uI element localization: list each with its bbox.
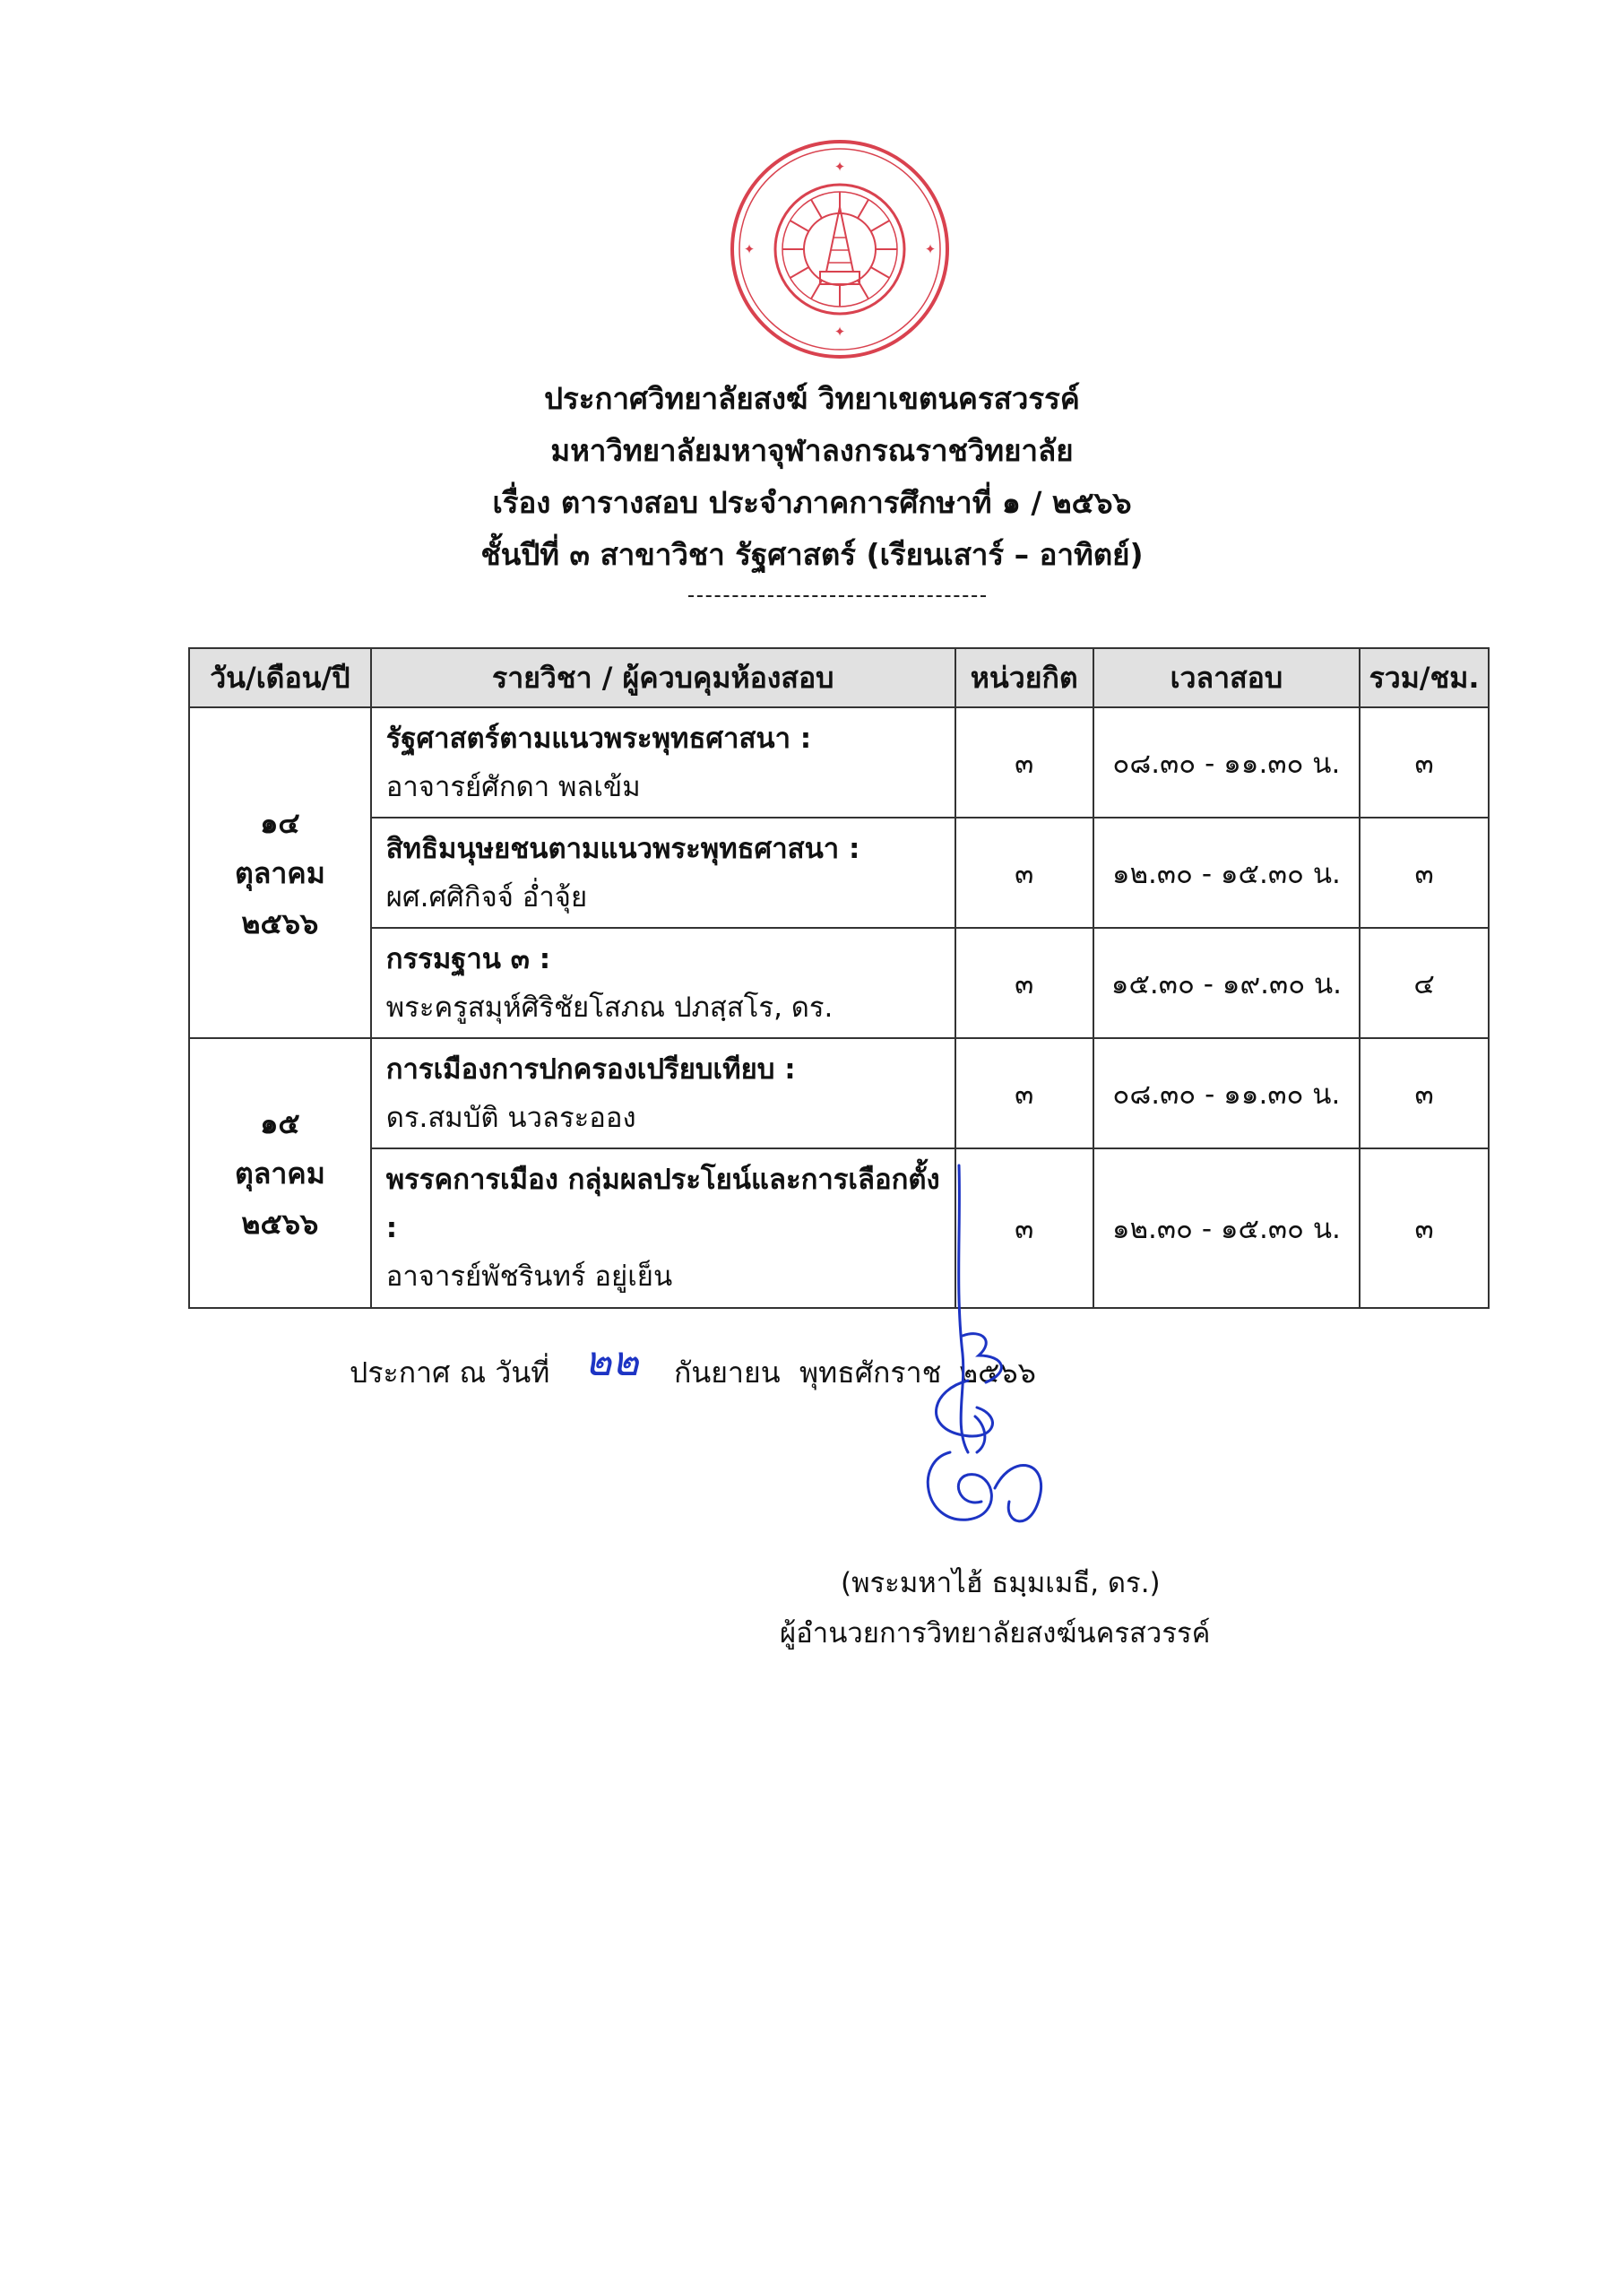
subject-cell: [371, 928, 955, 1038]
hours-cell: ๔: [1360, 928, 1489, 1038]
table-row: [189, 1148, 1489, 1308]
date-cell: [189, 1038, 371, 1308]
hours-cell: ๓: [1360, 1148, 1489, 1308]
credits-cell: ๓: [955, 928, 1093, 1038]
table-row: [189, 707, 1489, 818]
subject-title: การเมืองการปกครองเปรียบเทียบ :: [385, 1052, 796, 1086]
hours-cell: ๓: [1360, 1038, 1489, 1148]
date-month: ตุลาคม: [234, 1156, 325, 1191]
subject-cell: [371, 707, 955, 818]
date-cell: [189, 707, 371, 1038]
date-day: ๑๔: [260, 805, 300, 840]
col-header-time: เวลาสอบ: [1093, 648, 1361, 707]
credits-cell: ๓: [955, 818, 1093, 928]
table-row: [189, 818, 1489, 928]
header-line-2: มหาวิทยาลัยมหาจุฬาลงกรณราชวิทยาลัย: [550, 433, 1074, 468]
svg-text:✦: ✦: [834, 159, 846, 175]
col-header-subject: รายวิชา / ผู้ควบคุมห้องสอบ: [371, 648, 955, 707]
subject-title: สิทธิมนุษยชนตามแนวพระพุทธศาสนา :: [385, 832, 860, 865]
credits-cell: ๓: [955, 1038, 1093, 1148]
col-header-credits: หน่วยกิต: [955, 648, 1093, 707]
credits-cell: ๓: [955, 707, 1093, 818]
header-line-1: ประกาศวิทยาลัยสงฆ์ วิทยาเขตนครสวรรค์: [544, 381, 1080, 416]
university-seal-logo: [728, 137, 952, 361]
svg-text:✦: ✦: [834, 324, 846, 340]
proctor-name: อาจารย์ศักดา พลเข้ม: [385, 770, 641, 803]
proctor-name: อาจารย์พัชรินทร์ อยู่เย็น: [385, 1260, 673, 1293]
announce-era: พุทธศักราช: [799, 1355, 942, 1390]
header-line-4: ชั้นปีที่ ๓ สาขาวิชา รัฐศาสตร์ (เรียนเสาร์ – อาทิตย์): [480, 537, 1144, 572]
announce-year: ๒๕๖๖: [959, 1355, 1036, 1390]
hours-cell: ๓: [1360, 707, 1489, 818]
time-cell: ๑๒.๓๐ - ๑๕.๓๐ น.: [1093, 818, 1361, 928]
col-header-date: วัน/เดือน/ปี: [189, 648, 371, 707]
date-month: ตุลาคม: [234, 855, 325, 890]
subject-title: รัฐศาสตร์ตามแนวพระพุทธศาสนา :: [385, 722, 812, 755]
proctor-name: พระครูสมุห์ศิริชัยโสภณ ปภสฺสโร, ดร.: [385, 991, 834, 1024]
credits-cell: ๓: [955, 1148, 1093, 1308]
table-row: [189, 928, 1489, 1038]
hours-cell: ๓: [1360, 818, 1489, 928]
time-cell: ๐๘.๓๐ - ๑๑.๓๐ น.: [1093, 707, 1361, 818]
signature-scribble: [896, 1156, 1075, 1569]
signer-name: (พระมหาไฮ้ ธมฺมเมธี, ดร.): [841, 1567, 1161, 1599]
subject-title: กรรมฐาน ๓ :: [385, 942, 551, 975]
svg-text:✦: ✦: [743, 241, 756, 257]
announce-month: กันยายน: [674, 1355, 781, 1390]
time-cell: ๑๒.๓๐ - ๑๕.๓๐ น.: [1093, 1148, 1361, 1308]
exam-schedule-table: [188, 647, 1490, 1309]
announce-day-handwritten: ๒๒: [584, 1337, 639, 1385]
subject-cell: [371, 1038, 955, 1148]
table-row: [189, 1038, 1489, 1148]
announce-prefix: ประกาศ ณ วันที่: [350, 1355, 550, 1390]
date-day: ๑๕: [260, 1105, 300, 1140]
signer-title: ผู้อำนวยการวิทยาลัยสงฆ์นครสวรรค์: [780, 1617, 1211, 1650]
header-line-3: เรื่อง ตารางสอบ ประจำภาคการศึกษาที่ ๑ / ๒๕๖๖: [492, 485, 1132, 520]
table-header-row: [189, 648, 1489, 707]
svg-text:✦: ✦: [924, 241, 937, 257]
date-year: ๒๕๖๖: [241, 1206, 319, 1241]
time-cell: ๑๕.๓๐ - ๑๙.๓๐ น.: [1093, 928, 1361, 1038]
proctor-name: ดร.สมบัติ นวลระออง: [385, 1101, 636, 1134]
subject-cell: [371, 1148, 955, 1308]
col-header-hours: รวม/ชม.: [1360, 648, 1489, 707]
header-divider: [688, 595, 986, 597]
subject-title: พรรคการเมือง กลุ่มผลประโยน์และการเลือกตั้ง :: [385, 1164, 940, 1244]
time-cell: ๐๘.๓๐ - ๑๑.๓๐ น.: [1093, 1038, 1361, 1148]
subject-cell: [371, 818, 955, 928]
proctor-name: ผศ.ศศิกิจจ์ อ่ำจุ้ย: [385, 880, 588, 914]
date-year: ๒๕๖๖: [241, 905, 319, 940]
